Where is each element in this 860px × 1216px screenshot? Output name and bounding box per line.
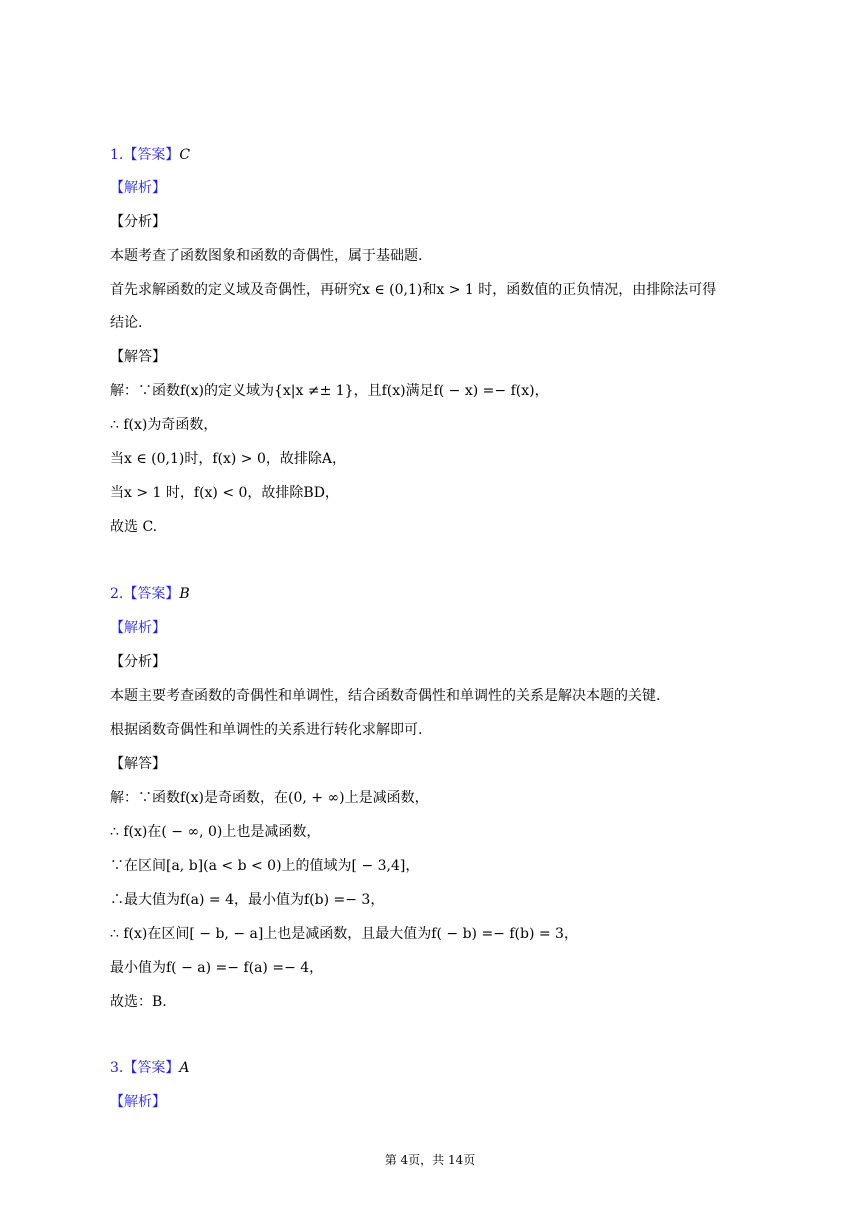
q1-jieda-line-5: 故选 C. (110, 519, 158, 535)
q1-jieda-tag: 【解答】 (110, 349, 166, 365)
q3-answer-line (110, 1058, 189, 1078)
q1-answer: C (179, 147, 191, 163)
q2-number: 2. (110, 586, 124, 602)
q3-answer-tag: 【答案】 (123, 1060, 180, 1076)
q2-jieda-tag: 【解答】 (110, 756, 166, 772)
q1-fenxi-line-1: 本题考查了函数图象和函数的奇偶性，属于基础题. (110, 248, 423, 264)
q1-fenxi-tag: 【分析】 (110, 214, 166, 230)
q2-jieda-line-2: ∴ f(x)在( − ∞, 0)上也是减函数， (110, 824, 321, 840)
q1-fenxi-line-3: 结论. (110, 315, 143, 331)
q2-answer: B (179, 586, 190, 602)
q3-number: 3. (110, 1060, 124, 1076)
q1-answer-line (110, 145, 190, 165)
q2-analysis-tag: 【解析】 (110, 620, 166, 636)
q2-fenxi-line-1: 本题主要考查函数的奇偶性和单调性，结合函数奇偶性和单调性的关系是解决本题的关键. (110, 688, 661, 704)
q2-answer-tag: 【答案】 (123, 586, 180, 602)
q2-jieda-line-7: 故选：B. (110, 994, 167, 1010)
q2-fenxi-line-2: 根据函数奇偶性和单调性的关系进行转化求解即可. (110, 722, 423, 738)
q1-answer-tag: 【答案】 (123, 147, 180, 163)
q1-jieda-line-3: 当x ∈ (0,1)时，f(x) > 0，故排除A， (110, 451, 346, 467)
q3-answer: A (179, 1060, 190, 1076)
q2-jieda-line-4: ∴最大值为f(a) = 4，最小值为f(b) =− 3， (110, 892, 385, 908)
q1-jieda-line-1: 解：∵函数f(x)的定义域为{x|x ≠± 1}，且f(x)满足f( − x) =− f(x)， (110, 383, 549, 399)
q3-analysis-tag: 【解析】 (110, 1094, 166, 1110)
q2-jieda-line-5: ∴ f(x)在区间[ − b, − a]上也是减函数，且最大值为f( − b) =− f(b) = 3， (110, 926, 578, 942)
q2-fenxi-tag: 【分析】 (110, 654, 166, 670)
q1-number: 1. (110, 147, 124, 163)
q1-fenxi-line-2: 首先求解函数的定义域及奇偶性，再研究x ∈ (0,1)和x > 1 时，函数值的正负情况，由排除法可得 (110, 282, 717, 298)
q1-analysis-tag: 【解析】 (110, 180, 166, 196)
q1-jieda-line-2: ∴ f(x)为奇函数， (110, 417, 218, 433)
q2-jieda-line-1: 解：∵函数f(x)是奇函数，在(0, + ∞)上是减函数， (110, 790, 429, 806)
q1-jieda-line-4: 当x > 1 时，f(x) < 0，故排除BD， (110, 485, 339, 501)
q2-answer-line (110, 584, 190, 604)
q2-jieda-line-3: ∵在区间[a, b](a < b < 0)上的值域为[ − 3,4]， (110, 858, 420, 874)
page-footer: 第 4页，共 14页 (384, 1153, 476, 1167)
q2-jieda-line-6: 最小值为f( − a) =− f(a) =− 4， (110, 960, 324, 976)
